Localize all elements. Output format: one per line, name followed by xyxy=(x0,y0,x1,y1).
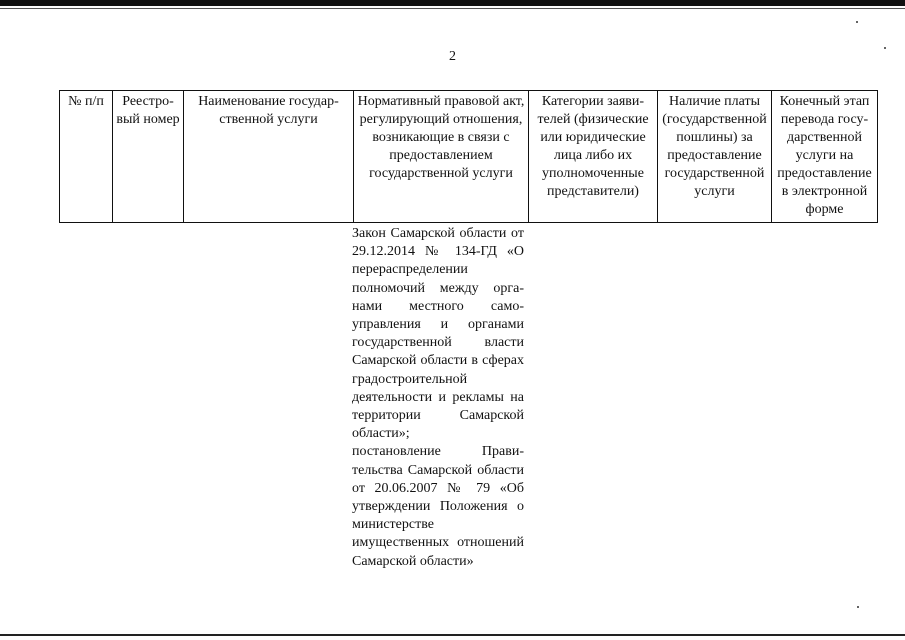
col-header-legal-act: Нормативный правовой акт, регулирующий отношения, возникающие в связи с предоставлением государственной услуги xyxy=(354,91,529,223)
col-header-electronic-stage: Конечный этап перевода государственной услуги на предоставление в электронной форме xyxy=(772,91,878,223)
services-table-header xyxy=(59,90,878,223)
col-header-number: № п/п xyxy=(60,91,113,223)
scan-speck xyxy=(856,21,858,23)
legal-act-resolution: постановление Правительства Самарской области от 20.06.2007 № 79 «Об утверждении Положения о министерстве имущественных отношений Самарской области» xyxy=(352,444,524,569)
col-header-registry-number: Реестровый номер xyxy=(113,91,184,223)
col-header-service-name: Наименование государственной услуги xyxy=(184,91,354,223)
col-header-fee: Наличие платы (государственной пошлины) за предоставление государственной услуги xyxy=(658,91,772,223)
top-scan-border xyxy=(0,0,905,6)
table-header-row xyxy=(60,91,878,223)
bottom-scan-border xyxy=(0,634,905,636)
col-header-applicant-categories: Категории заявителей (физические или юридические лица либо их уполномоченные представители) xyxy=(529,91,658,223)
legal-act-law: Закон Самарской области от 29.12.2014 № 134-ГД «О перераспределении полномочий между органами местного самоуправления и органами государственной власти Самарской области в сферах градостроительной деятельности и рекламы на территории Самарской области»; xyxy=(352,226,524,442)
page-number: 2 xyxy=(449,49,456,64)
top-scan-border-thin xyxy=(0,8,905,9)
legal-acts-cell xyxy=(352,225,524,571)
scan-speck xyxy=(857,606,859,608)
